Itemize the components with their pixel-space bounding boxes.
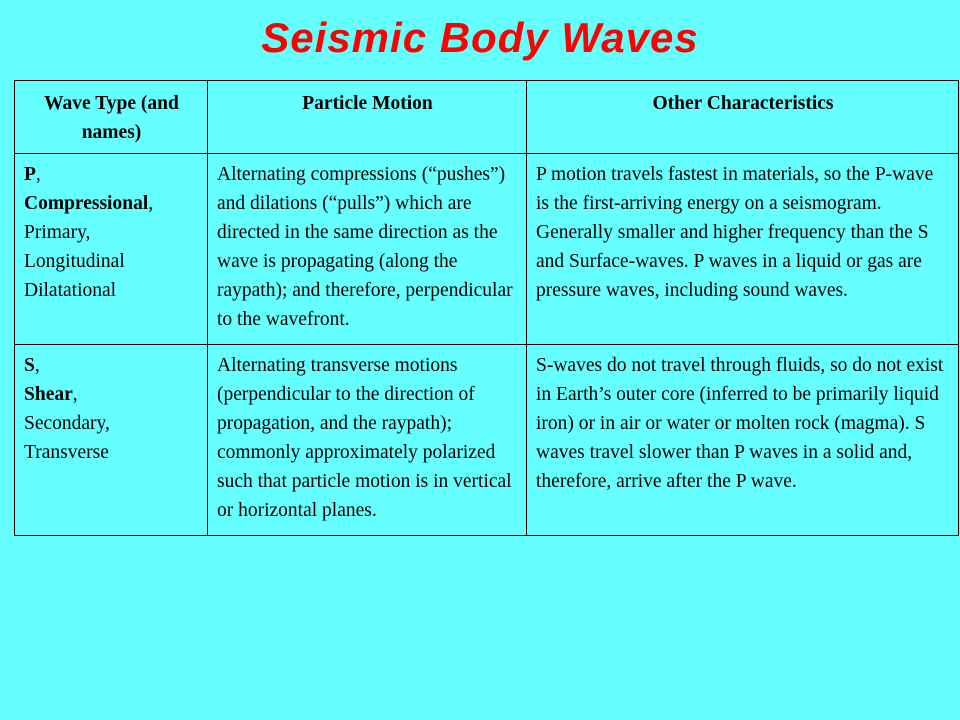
wave-name-line bbox=[24, 380, 199, 409]
header-wave-type: Wave Type (and names) bbox=[15, 81, 208, 154]
wave-name-suffix: , bbox=[148, 193, 154, 214]
wave-name: Secondary, bbox=[24, 413, 110, 434]
wave-name: Compressional bbox=[24, 193, 149, 214]
wave-name: Primary, bbox=[24, 222, 91, 243]
particle-motion-cell: Alternating transverse motions (perpendicular to the direction of propagation, and the raypath); commonly approximately polarized such that particle motion is in vertical or horizontal planes. bbox=[208, 345, 527, 536]
page-title: Seismic Body Waves bbox=[261, 14, 699, 61]
table-header-row bbox=[15, 81, 959, 154]
wave-name-suffix: , bbox=[35, 164, 41, 185]
particle-motion-cell: Alternating compressions (“pushes”) and dilations (“pulls”) which are directed in the same direction as the wave is propagating (along the raypath); and therefore, perpendicular to the wavefront. bbox=[208, 154, 527, 345]
wave-name-suffix: , bbox=[72, 384, 78, 405]
wave-names-cell bbox=[15, 345, 208, 536]
wave-name-suffix: , bbox=[34, 355, 40, 376]
wave-name: Transverse bbox=[24, 442, 109, 463]
header-other-characteristics: Other Characteristics bbox=[527, 81, 959, 154]
other-characteristics-cell: S-waves do not travel through fluids, so do not exist in Earth’s outer core (inferred to be primarily liquid iron) or in air or water or molten rock (magma). S waves travel slower than P waves in a solid and, therefore, arrive after the P wave. bbox=[527, 345, 959, 536]
wave-name-line bbox=[24, 160, 199, 189]
wave-name: S bbox=[24, 355, 35, 376]
wave-name: Shear bbox=[24, 384, 73, 405]
wave-name-line bbox=[24, 351, 199, 380]
header-particle-motion: Particle Motion bbox=[208, 81, 527, 154]
table-row-s-wave bbox=[15, 345, 959, 536]
wave-name: P bbox=[24, 164, 36, 185]
wave-name-line bbox=[24, 189, 199, 218]
other-characteristics-cell: P motion travels fastest in materials, so the P-wave is the first-arriving energy on a seismogram. Generally smaller and higher frequency than the S and Surface-waves. P waves in a liquid or gas are pressure waves, including sound waves. bbox=[527, 154, 959, 345]
wave-names-cell bbox=[15, 154, 208, 345]
body-waves-table bbox=[14, 80, 959, 536]
table-row-p-wave bbox=[15, 154, 959, 345]
wave-name: Longitudinal bbox=[24, 251, 125, 272]
wave-name: Dilatational bbox=[24, 280, 117, 301]
